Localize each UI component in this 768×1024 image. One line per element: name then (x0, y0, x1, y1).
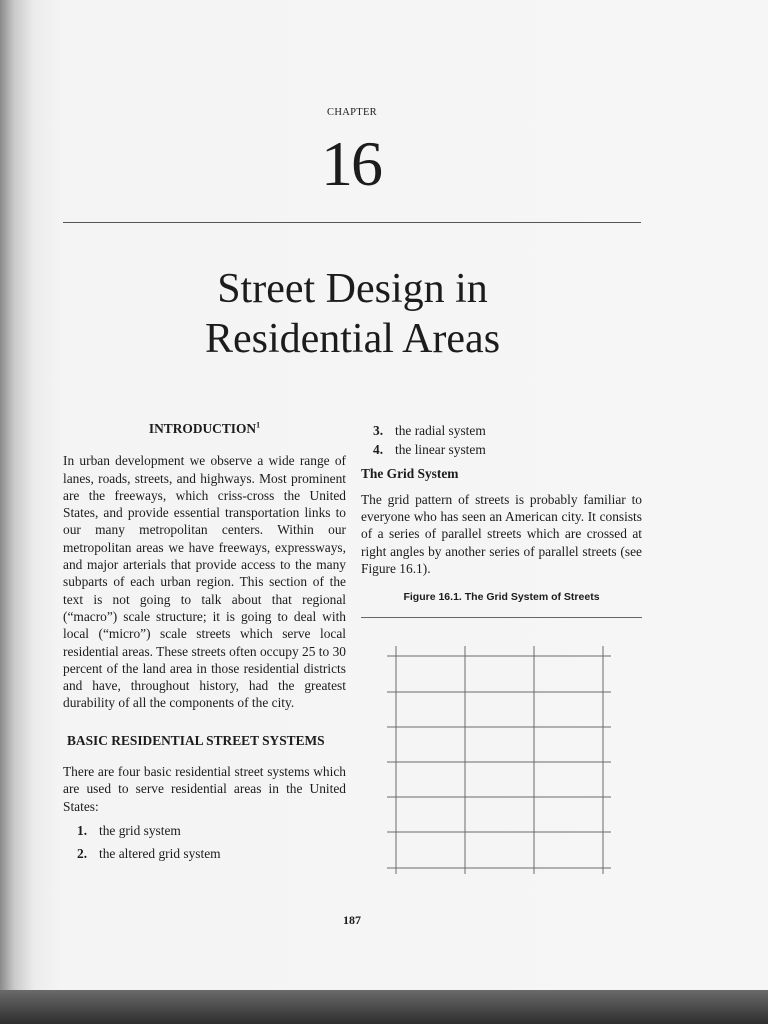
basic-systems-heading: BASIC RESIDENTIAL STREET SYSTEMS (67, 732, 325, 748)
figure-caption: Figure 16.1. The Grid System of Streets (403, 591, 600, 604)
street-grid-figure (365, 640, 625, 880)
list-item-number: 2. (77, 846, 88, 862)
systems-list-left (63, 822, 346, 863)
right-column (361, 422, 642, 618)
systems-list-right (361, 422, 642, 459)
list-item-text: the altered grid system (99, 846, 221, 862)
chapter-title-line-1: Street Design in (217, 266, 488, 312)
list-item (63, 845, 346, 862)
page-number: 187 (343, 913, 361, 927)
chapter-label: CHAPTER (327, 107, 377, 118)
grid-system-paragraph: The grid pattern of streets is probably familiar to everyone who has seen an American city. It consists of a series of parallel streets which are crossed at right angles by another series of parallel streets (see Figure 16.1). (361, 491, 642, 577)
footnote-marker: 1 (256, 420, 261, 430)
chapter-title (120, 264, 585, 364)
list-item (361, 422, 642, 439)
introduction-paragraph: In urban development we observe a wide range of lanes, roads, streets, and highways. Most prominent are the freeways, which criss-cross the United States, and provide essential transportation links to our many metropolitan centers. Within our metropolitan areas we have freeways, expressways, and major arterials that provide access to the many subparts of each urban region. This section of the text is not going to talk about that regional (“macro”) scale structure; it is going to deal with local (“micro”) scale streets which serve local residential areas. These streets often occupy 25 to 30 percent of the land area in those residential districts and have, throughout history, had the greatest durability of all the components of the city. (63, 453, 346, 711)
chapter-title-line-2: Residential Areas (204, 316, 501, 362)
page-shadow (0, 990, 768, 1024)
basic-systems-paragraph: There are four basic residential street systems which are used to serve residential areas in the United States: (63, 764, 346, 814)
list-item-text: the radial system (395, 423, 486, 438)
list-item-number: 4. (373, 442, 384, 458)
grid-system-heading: The Grid System (361, 465, 459, 481)
list-item-text: the grid system (99, 822, 181, 838)
introduction-heading-text: INTRODUCTION (148, 421, 257, 436)
list-item-text: the linear system (395, 442, 486, 458)
left-column (63, 420, 346, 869)
introduction-heading (63, 420, 346, 437)
list-item (63, 822, 346, 839)
list-item (361, 441, 642, 458)
list-item-number: 3. (373, 423, 384, 438)
figure-rule (361, 617, 642, 618)
chapter-divider (63, 222, 641, 223)
chapter-number: 16 (321, 128, 381, 199)
list-item-number: 1. (77, 822, 88, 838)
